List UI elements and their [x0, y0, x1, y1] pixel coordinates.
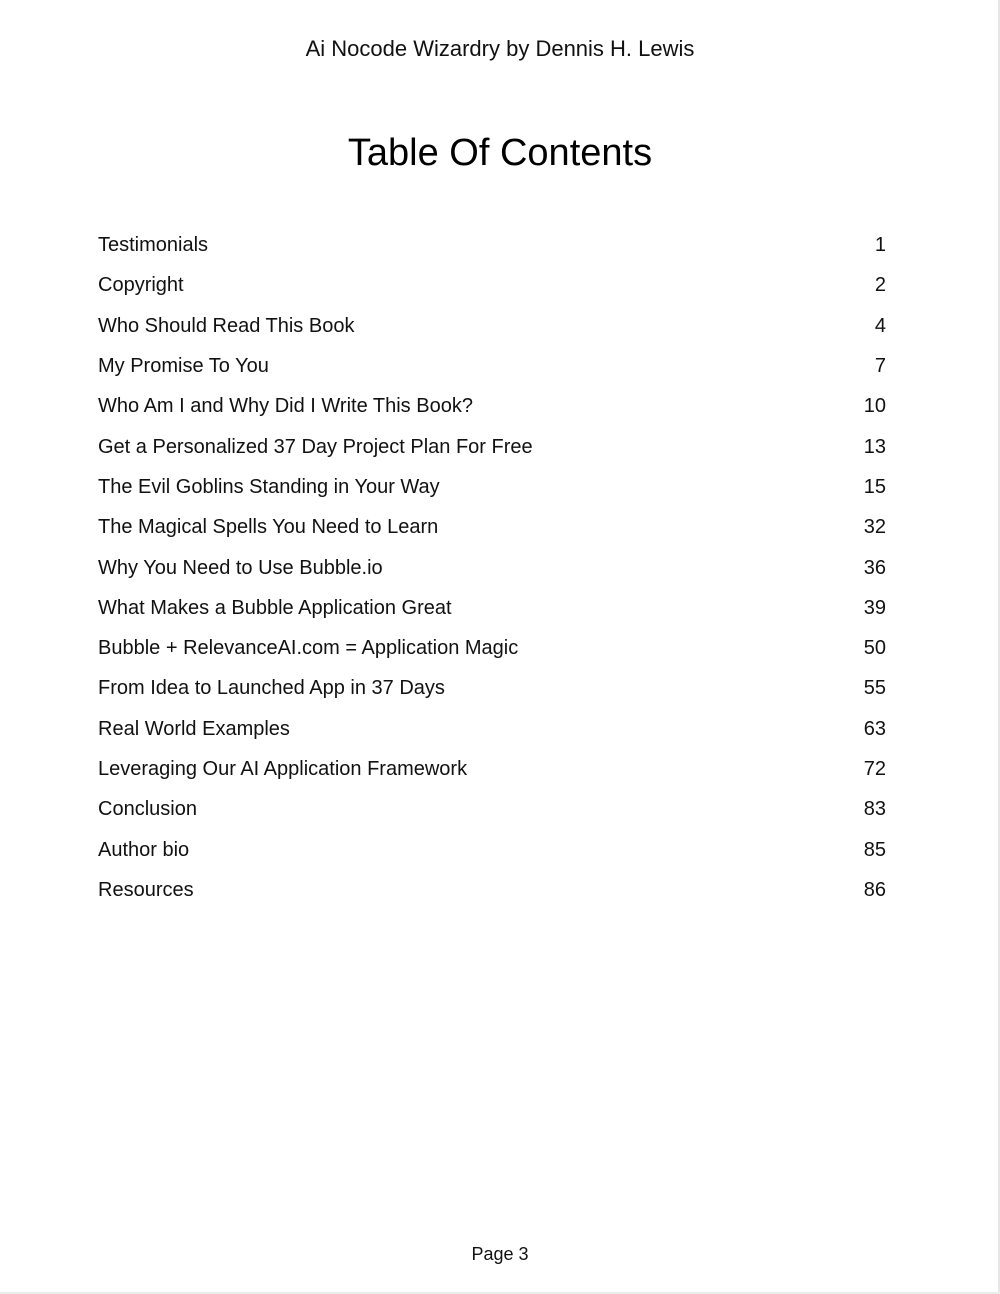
toc-entry	[98, 829, 886, 869]
toc-entry-page: 15	[863, 475, 886, 498]
toc-entry	[98, 628, 886, 668]
toc-entry-title: The Magical Spells You Need to Learn	[98, 516, 439, 539]
toc-entry-title: Bubble + RelevanceAI.com = Application Magic	[98, 637, 519, 660]
toc-entry	[98, 346, 886, 386]
toc-list	[98, 225, 886, 910]
toc-entry	[98, 870, 886, 910]
toc-entry-page: 85	[863, 838, 886, 861]
toc-entry-page: 4	[874, 314, 886, 337]
toc-entry-page: 2	[874, 274, 886, 297]
toc-entry-page: 32	[863, 516, 886, 539]
toc-entry	[98, 789, 886, 829]
toc-entry-page: 55	[863, 677, 886, 700]
toc-entry	[98, 749, 886, 789]
toc-entry-page: 83	[863, 798, 886, 821]
toc-entry-title: Get a Personalized 37 Day Project Plan For Free	[98, 435, 533, 458]
toc-entry-page: 50	[863, 637, 886, 660]
running-header: Ai Nocode Wizardry by Dennis H. Lewis	[305, 36, 695, 61]
toc-entry	[98, 507, 886, 547]
toc-entry-page: 7	[874, 355, 886, 378]
toc-entry-title: Resources	[98, 878, 194, 901]
toc-entry	[98, 386, 886, 426]
toc-entry	[98, 588, 886, 628]
toc-entry-title: Who Should Read This Book	[98, 314, 355, 337]
toc-entry	[98, 709, 886, 749]
toc-title: Table Of Contents	[347, 132, 653, 174]
toc-entry	[98, 225, 886, 265]
toc-entry-page: 86	[863, 878, 886, 901]
toc-entry-page: 36	[863, 556, 886, 579]
toc-entry-page: 13	[863, 435, 886, 458]
toc-entry-title: Testimonials	[98, 234, 209, 257]
page-number-footer: Page 3	[471, 1244, 529, 1264]
toc-entry	[98, 426, 886, 466]
toc-entry	[98, 467, 886, 507]
toc-entry	[98, 306, 886, 346]
toc-entry-title: Who Am I and Why Did I Write This Book?	[98, 395, 473, 418]
toc-entry	[98, 265, 886, 305]
toc-entry-page: 39	[863, 596, 886, 619]
toc-entry-title: My Promise To You	[98, 355, 269, 378]
toc-entry-title: Author bio	[98, 838, 190, 861]
toc-entry	[98, 547, 886, 587]
toc-entry	[98, 668, 886, 708]
toc-entry-title: What Makes a Bubble Application Great	[98, 596, 452, 619]
toc-entry-title: Real World Examples	[98, 717, 290, 740]
toc-entry-title: Why You Need to Use Bubble.io	[98, 556, 383, 579]
toc-entry-title: Conclusion	[98, 798, 197, 821]
toc-entry-page: 1	[874, 234, 886, 257]
toc-entry-page: 10	[863, 395, 886, 418]
toc-entry-title: From Idea to Launched App in 37 Days	[98, 677, 445, 700]
toc-entry-page: 63	[863, 717, 886, 740]
toc-entry-title: Leveraging Our AI Application Framework	[98, 758, 468, 780]
toc-entry-title: The Evil Goblins Standing in Your Way	[98, 475, 440, 498]
toc-entry-page: 72	[863, 758, 886, 780]
toc-entry-title: Copyright	[98, 274, 184, 297]
